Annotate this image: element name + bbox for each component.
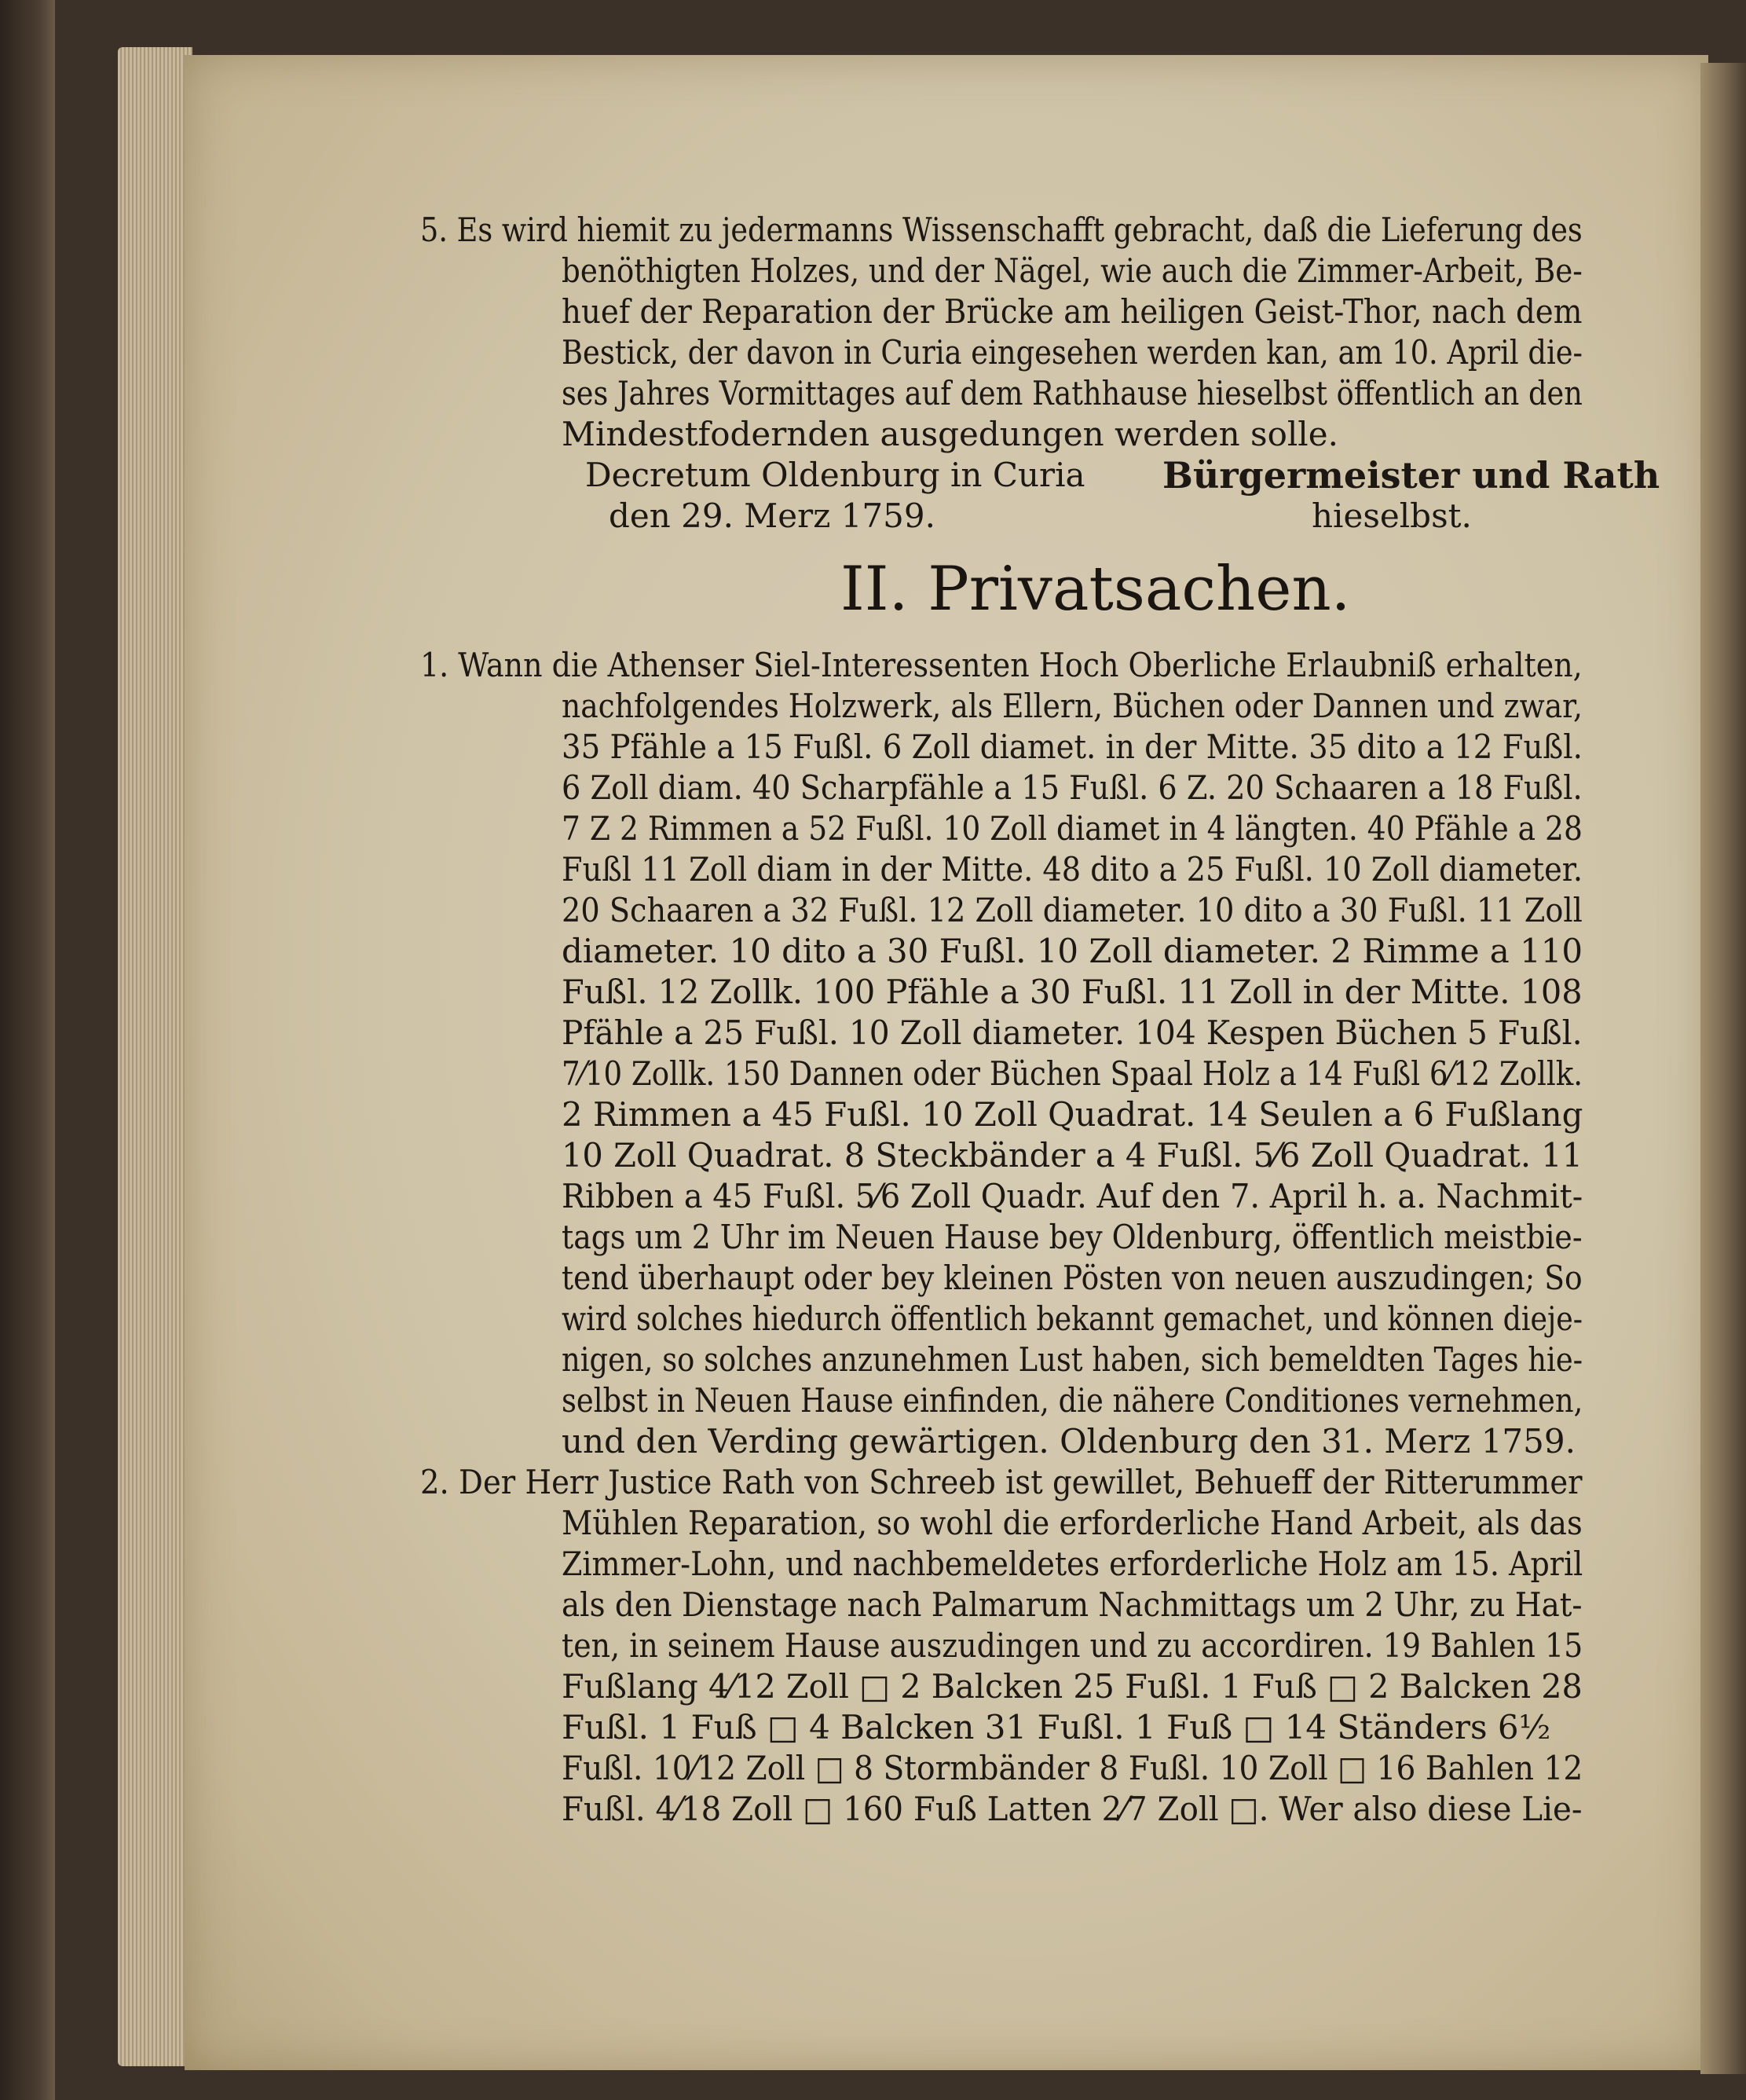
section5-line: ses Jahres Vormittages auf dem Rathhause hieselbst öffentlich an den <box>562 374 1583 412</box>
decree-date: den 29. Merz 1759. <box>609 497 935 535</box>
item2-line: Fußl. 10⁄12 Zoll □ 8 Stormbänder 8 Fußl. 10 Zoll □ 16 Bahlen 12 <box>562 1749 1583 1787</box>
signature-authority: Bürgermeister und Rath <box>1162 454 1660 497</box>
item1-line: Fußl. 12 Zollk. 100 Pfähle a 30 Fußl. 11 Zoll in der Mitte. 108 <box>562 973 1583 1011</box>
item2-line: Fußlang 4⁄12 Zoll □ 2 Balcken 25 Fußl. 1 Fuß □ 2 Balcken 28 <box>562 1667 1583 1706</box>
item1-line: 10 Zoll Quadrat. 8 Steckbänder a 4 Fußl. 5⁄6 Zoll Quadrat. 11 <box>562 1136 1583 1175</box>
item2-line: Fußl. 4⁄18 Zoll □ 160 Fuß Latten 2⁄7 Zoll □. Wer also diese Lie- <box>562 1790 1583 1828</box>
item1-line: 6 Zoll diam. 40 Scharpfähle a 15 Fußl. 6 Z. 20 Schaaren a 18 Fußl. <box>562 768 1583 807</box>
signature-place: hieselbst. <box>1312 497 1472 535</box>
item1-line: Ribben a 45 Fußl. 5⁄6 Zoll Quadr. Auf den 7. April h. a. Nachmit- <box>562 1177 1583 1215</box>
item1-line: 7 Z 2 Rimmen a 52 Fußl. 10 Zoll diamet in 4 längten. 40 Pfähle a 28 <box>562 809 1583 848</box>
item2-line: Mühlen Reparation, so wohl die erforderliche Hand Arbeit, als das <box>562 1504 1583 1542</box>
section5-line: 5. Es wird hiemit zu jedermanns Wissenschafft gebracht, daß die Lieferung des <box>420 211 1583 249</box>
item1-line: selbst in Neuen Hause einfinden, die nähere Conditiones vernehmen, <box>562 1381 1583 1420</box>
item2-line: 2. Der Herr Justice Rath von Schreeb ist gewillet, Behueff der Ritterummer <box>420 1463 1583 1501</box>
item1-line: 7⁄10 Zollk. 150 Dannen oder Büchen Spaal Holz a 14 Fußl 6⁄12 Zollk. <box>562 1054 1583 1093</box>
item1-line: 35 Pfähle a 15 Fußl. 6 Zoll diamet. in der Mitte. 35 dito a 12 Fußl. <box>562 727 1583 766</box>
item1-line: 20 Schaaren a 32 Fußl. 12 Zoll diameter. 10 dito a 30 Fußl. 11 Zoll <box>562 891 1583 929</box>
section5-line: huef der Reparation der Brücke am heiligen Geist-Thor, nach dem <box>562 292 1583 331</box>
item1-line: tags um 2 Uhr im Neuen Hause bey Oldenburg, öffentlich meistbie- <box>562 1218 1583 1256</box>
facing-page-edge <box>1700 63 1746 2074</box>
item1-line: 2 Rimmen a 45 Fußl. 10 Zoll Quadrat. 14 Seulen a 6 Fußlang <box>562 1095 1583 1134</box>
item2-line: Fußl. 1 Fuß □ 4 Balcken 31 Fußl. 1 Fuß □ 14 Ständers 6½ <box>562 1708 1551 1746</box>
item1-line: nachfolgendes Holzwerk, als Ellern, Büchen oder Dannen und zwar, <box>562 687 1583 725</box>
item2-line: als den Dienstage nach Palmarum Nachmittags um 2 Uhr, zu Hat- <box>562 1585 1583 1624</box>
section-heading: II. Privatsachen. <box>840 554 1351 625</box>
item2-line: Zimmer-Lohn, und nachbemeldetes erforderliche Holz am 15. April <box>562 1545 1583 1583</box>
section5-line: benöthigten Holzes, und der Nägel, wie auch die Zimmer-Arbeit, Be- <box>562 251 1583 290</box>
section5-line: Mindestfodernden ausgedungen werden solle. <box>562 415 1338 453</box>
item1-line: wird solches hiedurch öffentlich bekannt gemachet, und können dieje- <box>562 1299 1583 1338</box>
item1-line: Fußl 11 Zoll diam in der Mitte. 48 dito a 25 Fußl. 10 Zoll diameter. <box>562 850 1583 889</box>
item1-line: nigen, so solches anzunehmen Lust haben, sich bemeldten Tages hie- <box>562 1340 1583 1379</box>
item2-line: ten, in seinem Hause auszudingen und zu accordiren. 19 Bahlen 15 <box>562 1626 1583 1665</box>
page-edges <box>118 47 192 2066</box>
item1-line: diameter. 10 dito a 30 Fußl. 10 Zoll diameter. 2 Rimme a 110 <box>562 932 1583 970</box>
item1-line: tend überhaupt oder bey kleinen Pösten von neuen auszudingen; So <box>562 1259 1583 1297</box>
item1-line: 1. Wann die Athenser Siel-Interessenten Hoch Oberliche Erlaubniß erhalten, <box>420 646 1583 684</box>
item1-line: und den Verding gewärtigen. Oldenburg den 31. Merz 1759. <box>562 1422 1576 1460</box>
book-binding <box>0 0 55 2100</box>
section5-line: Bestick, der davon in Curia eingesehen werden kan, am 10. April die- <box>562 333 1583 372</box>
item1-line: Pfähle a 25 Fußl. 10 Zoll diameter. 104 Kespen Büchen 5 Fußl. <box>562 1013 1583 1052</box>
decree-place: Decretum Oldenburg in Curia <box>585 456 1085 494</box>
